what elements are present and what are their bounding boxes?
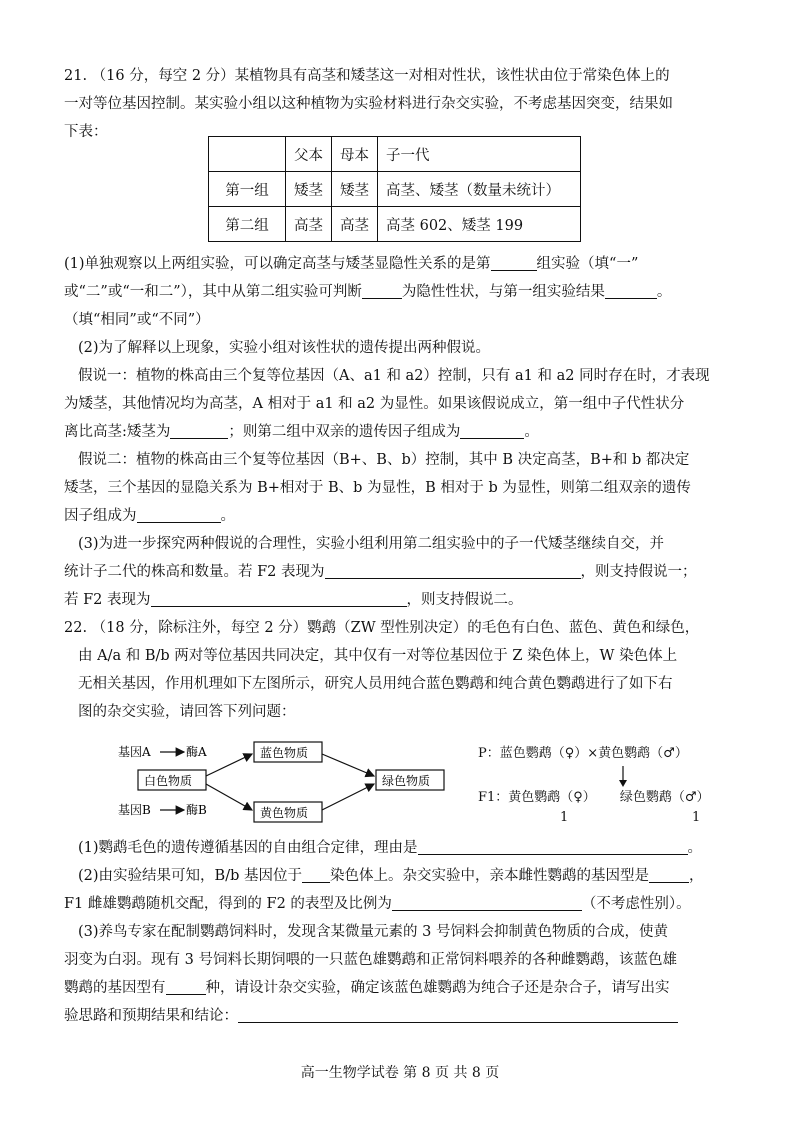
answer-blank[interactable] xyxy=(649,866,689,883)
table-cell: 高茎 xyxy=(286,207,332,242)
yellow-substance-label: 黄色物质 xyxy=(260,806,309,820)
blue-to-green-arrow xyxy=(322,754,374,776)
table-cell: 高茎、矮茎（数量未统计） xyxy=(378,172,581,207)
blue-substance-label: 蓝色物质 xyxy=(260,746,309,760)
cross-experiment xyxy=(478,740,740,830)
f1-generation: F1：黄色鹦鹉（♀） 绿色鹦鹉（♂） xyxy=(478,790,710,805)
answer-blank[interactable] xyxy=(302,866,330,883)
q21-s1-line1: (1)单独观察以上两组实验，可以确定高茎与矮茎显隐性关系的是第 组实验（填“一” xyxy=(64,256,639,272)
q22-intro-line2: 由 A/a 和 B/b 两对等位基因共同决定，其中仅有一对等位基因位于 Z 染色体上，W 染色体上 xyxy=(78,648,678,664)
white-substance-label: 白色物质 xyxy=(144,774,193,788)
q21-s3-line2: 统计子二代的株高和数量。若 F2 表现为 ，则支持假说一； xyxy=(64,564,697,580)
q21-results-table xyxy=(208,136,581,242)
answer-blank[interactable] xyxy=(170,422,228,439)
answer-blank[interactable] xyxy=(460,422,524,439)
q21-s2: (2)为了解释以上现象，实验小组对该性状的遗传提出两种假说。 xyxy=(78,340,491,356)
white-to-yellow-arrow xyxy=(206,784,252,810)
answer-blank[interactable] xyxy=(238,1006,678,1023)
table-cell: 矮茎 xyxy=(286,172,332,207)
q22-intro-line4: 图的杂交实验，请回答下列问题： xyxy=(78,704,296,720)
q22-s2-line1: (2)由实验结果可知，B/b 基因位于 染色体上。杂交实验中，亲本雌性鹦鹉的基因型是 ， xyxy=(78,868,704,884)
table-header-cell xyxy=(209,137,286,172)
q22-intro-line3: 无相关基因，作用机理如下左图所示，研究人员用纯合蓝色鹦鹉和纯合黄色鹦鹉进行了如下右 xyxy=(78,676,673,692)
answer-blank[interactable] xyxy=(137,506,221,523)
q22-intro-line1: 22. （18 分，除标注外，每空 2 分）鹦鹉（ZW 型性别决定）的毛色有白色、蓝色、黄色和绿色， xyxy=(64,620,700,636)
answer-blank[interactable] xyxy=(491,254,537,271)
gene-b-label: 基因B xyxy=(118,803,151,817)
q21-s1-line3: （填“相同”或“不同”） xyxy=(64,312,210,328)
q21-intro-line2: 一对等位基因控制。某实验小组以这种植物为实验材料进行杂交实验，不考虑基因突变，结果如 xyxy=(64,96,673,112)
pigment-pathway-diagram xyxy=(90,740,450,826)
answer-blank[interactable] xyxy=(418,838,688,855)
down-arrow-icon xyxy=(618,766,628,788)
q22-s1: (1)鹦鹉毛色的遗传遵循基因的自由组合定律，理由是 。 xyxy=(78,840,703,856)
q21-hyp2-line1: 假说二：植物的株高由三个复等位基因（B+、B、b）控制，其中 B 决定高茎，B+和 b 都决定 xyxy=(78,452,690,468)
page-footer: 高一生物学试卷 第 8 页 共 8 页 xyxy=(300,1065,500,1081)
q21-hyp1-line2: 为矮茎，其他情况均为高茎，A 相对于 a1 和 a2 为显性。如果该假说成立，第一组中子代性状分 xyxy=(64,396,685,412)
q22-s3-line3: 鹦鹉的基因型有 种，请设计杂交实验，确定该蓝色雄鹦鹉为纯合子还是杂合子，请写出实 xyxy=(64,980,670,996)
q21-hyp1-line1: 假说一：植物的株高由三个复等位基因（A、a1 和 a2）控制，只有 a1 和 a2 同时存在时，才表现 xyxy=(78,368,710,384)
green-substance-label: 绿色物质 xyxy=(382,774,431,788)
q21-hyp1-line3: 离比高茎:矮茎为 ；则第二组中双亲的遗传因子组成为 。 xyxy=(64,424,539,440)
white-to-blue-arrow xyxy=(206,754,252,776)
table-cell: 第一组 xyxy=(209,172,286,207)
q21-intro-line1: 21. （16 分，每空 2 分）某植物具有高茎和矮茎这一对相对性状，该性状由位于常染色体上的 xyxy=(64,68,670,84)
answer-blank[interactable] xyxy=(392,894,582,911)
q21-hyp2-line3: 因子组成为 。 xyxy=(64,508,235,524)
yellow-to-green-arrow xyxy=(322,784,374,810)
q22-s2-line2: F1 雌雄鹦鹉随机交配，得到的 F2 的表型及比例为 （不考虑性别）。 xyxy=(64,896,691,912)
answer-blank[interactable] xyxy=(605,282,657,299)
table-cell: 矮茎 xyxy=(332,172,378,207)
table-row xyxy=(209,207,581,242)
table-row xyxy=(209,172,581,207)
q21-s3-line3: 若 F2 表现为 ，则支持假说二。 xyxy=(64,592,523,608)
table-header-cell: 母本 xyxy=(332,137,378,172)
q21-intro-line3: 下表： xyxy=(64,124,108,140)
answer-blank[interactable] xyxy=(325,562,581,579)
gene-a-label: 基因A xyxy=(118,745,151,759)
q22-s3-line4: 验思路和预期结果和结论： xyxy=(64,1002,740,1030)
table-header-cell: 父本 xyxy=(286,137,332,172)
table-cell: 高茎 xyxy=(332,207,378,242)
ratio-right: 1 xyxy=(692,810,701,825)
table-cell: 高茎 602、矮茎 199 xyxy=(378,207,581,242)
table-header-cell: 子一代 xyxy=(378,137,581,172)
q21-s1-line2: 或“二”或“一和二”），其中从第二组实验可判断 为隐性性状，与第一组实验结果 。 xyxy=(64,284,672,300)
q22-s3-line1: (3)养鸟专家在配制鹦鹉饲料时，发现含某微量元素的 3 号饲料会抑制黄色物质的合成，使黄 xyxy=(78,924,668,940)
q22-s3-line2: 羽变为白羽。现有 3 号饲料长期饲喂的一只蓝色雄鹦鹉和正常饲料喂养的各种雌鹦鹉，该蓝色雄 xyxy=(64,952,677,968)
enzyme-a-label: 酶A xyxy=(186,745,207,759)
answer-blank[interactable] xyxy=(362,282,402,299)
answer-blank[interactable] xyxy=(166,978,206,995)
q21-hyp2-line2: 矮茎，三个基因的显隐关系为 B+相对于 B、b 为显性，B 相对于 b 为显性，则第二组双亲的遗传 xyxy=(64,480,691,496)
table-cell: 第二组 xyxy=(209,207,286,242)
q21-s3-line1: (3)为进一步探究两种假说的合理性，实验小组利用第二组实验中的子一代矮茎继续自交，并 xyxy=(78,536,665,552)
table-header-row xyxy=(209,137,581,172)
parent-generation: P：蓝色鹦鹉（♀）×黄色鹦鹉（♂） xyxy=(478,746,688,761)
ratio-left: 1 xyxy=(560,810,569,825)
answer-blank[interactable] xyxy=(151,590,407,607)
enzyme-b-label: 酶B xyxy=(186,803,207,817)
